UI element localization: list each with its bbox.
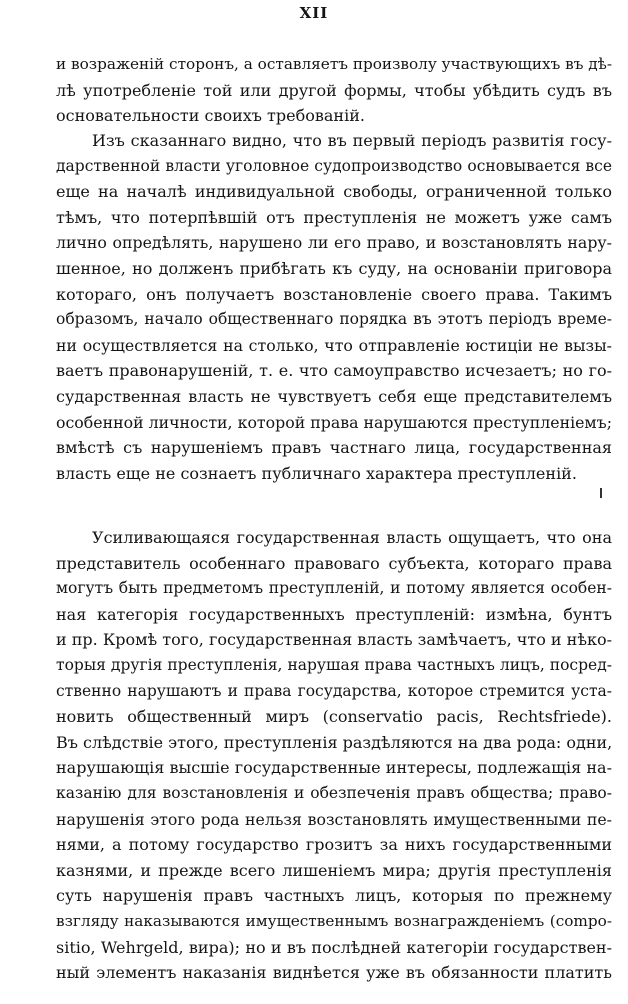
text-line: казнями, и прежде всего лишеніемъ мира; другія преступленія	[56, 860, 612, 880]
text-line: и пр. Кромѣ того, государственная власть замѣчаетъ, что и нѣко-	[56, 630, 613, 650]
text-line: ственно нарушаютъ и права государства, которое стремится уста-	[56, 681, 612, 700]
paragraph-2	[56, 128, 612, 486]
text-line: новить общественный миръ (conservatio pacis, Rechtsfriede).	[56, 707, 612, 727]
paragraph-1	[56, 52, 612, 129]
text-line: Изъ сказаннаго видно, что въ первый періодъ развитія госу-	[92, 131, 612, 150]
text-line: ваетъ правонарушеній, т. е. что самоуправство исчезаетъ; но го-	[56, 361, 612, 381]
text-line: сударственная власть не чувствуетъ себя еще представителемъ	[56, 386, 612, 406]
text-line: и возраженій сторонъ, а оставляетъ произволу участвующихъ въ дѣ-	[56, 55, 613, 73]
text-line: Усиливающаяся государственная власть ощущаетъ, что она	[92, 528, 612, 547]
text-line: взгляду наказываются имущественнымъ вознагражденіемъ (compo-	[56, 911, 612, 930]
text-line: котораго, онъ получаетъ возстановленіе своего права. Такимъ	[56, 284, 612, 304]
text-line: представитель особеннаго правоваго субъекта, котораго права	[56, 553, 612, 573]
text-line: дарственной власти уголовное судопроизводство основывается все	[56, 156, 612, 175]
text-line: казанію для возстановленія и обезпеченія правъ общества; право-	[56, 783, 612, 802]
text-line: Въ слѣдствіе этого, преступленія раздѣляются на два рода: одни,	[56, 732, 613, 752]
text-line: sitio, Wehrgeld, вира); но и въ послѣдней категоріи государствен-	[56, 937, 612, 957]
print-mark	[600, 488, 602, 498]
text-line: суть нарушенія правъ частныхъ лицъ, которыя по прежнему	[56, 886, 612, 906]
text-line: нарушающія высшіе государственные интересы, подлежащія на-	[56, 758, 612, 778]
text-line: власть еще не сознаетъ публичнаго характера преступленій.	[56, 463, 577, 483]
text-line: тѣмъ, что потерпѣвшій отъ преступленія не можетъ уже самъ	[56, 207, 612, 227]
text-line: вмѣстѣ съ нарушеніемъ правъ частнаго лица, государственная	[56, 438, 612, 458]
text-line: основательности своихъ требованій.	[56, 106, 365, 126]
text-line: ный элементъ наказанія виднѣется уже въ обязанности платить	[56, 963, 612, 983]
text-line: лично опредѣлять, нарушено ли его право, и возстановлять нару-	[56, 233, 612, 253]
text-line: нями, а потому государство грозитъ за нихъ государственными	[56, 835, 612, 855]
text-line: шенное, но долженъ прибѣгать къ суду, на основаніи приговора	[56, 258, 612, 278]
text-line: торыя другія преступленія, нарушая права частныхъ лицъ, посред-	[56, 655, 612, 674]
paragraph-3	[56, 525, 612, 986]
page-number: XII	[299, 4, 329, 22]
text-line: лѣ употребленіе той или другой формы, чтобы убѣдить судъ въ	[56, 80, 612, 100]
text-line: могутъ быть предметомъ преступленій, и потому является особен-	[56, 579, 612, 598]
text-line: нарушенія этого рода нельзя возстановлять имущественными пе-	[56, 809, 612, 829]
text-line: ная категорія государственныхъ преступленій: измѣна, бунтъ	[56, 604, 612, 624]
text-line: еще на началѣ индивидуальной свободы, ограниченной только	[56, 182, 612, 202]
text-line: образомъ, начало общественнаго порядка въ этотъ періодъ време-	[56, 310, 612, 329]
text-line: ни осуществляется на столько, что отправленіе юстиціи не вызы-	[56, 335, 612, 355]
text-line: особенной личности, которой права нарушаются преступленіемъ;	[56, 412, 612, 432]
